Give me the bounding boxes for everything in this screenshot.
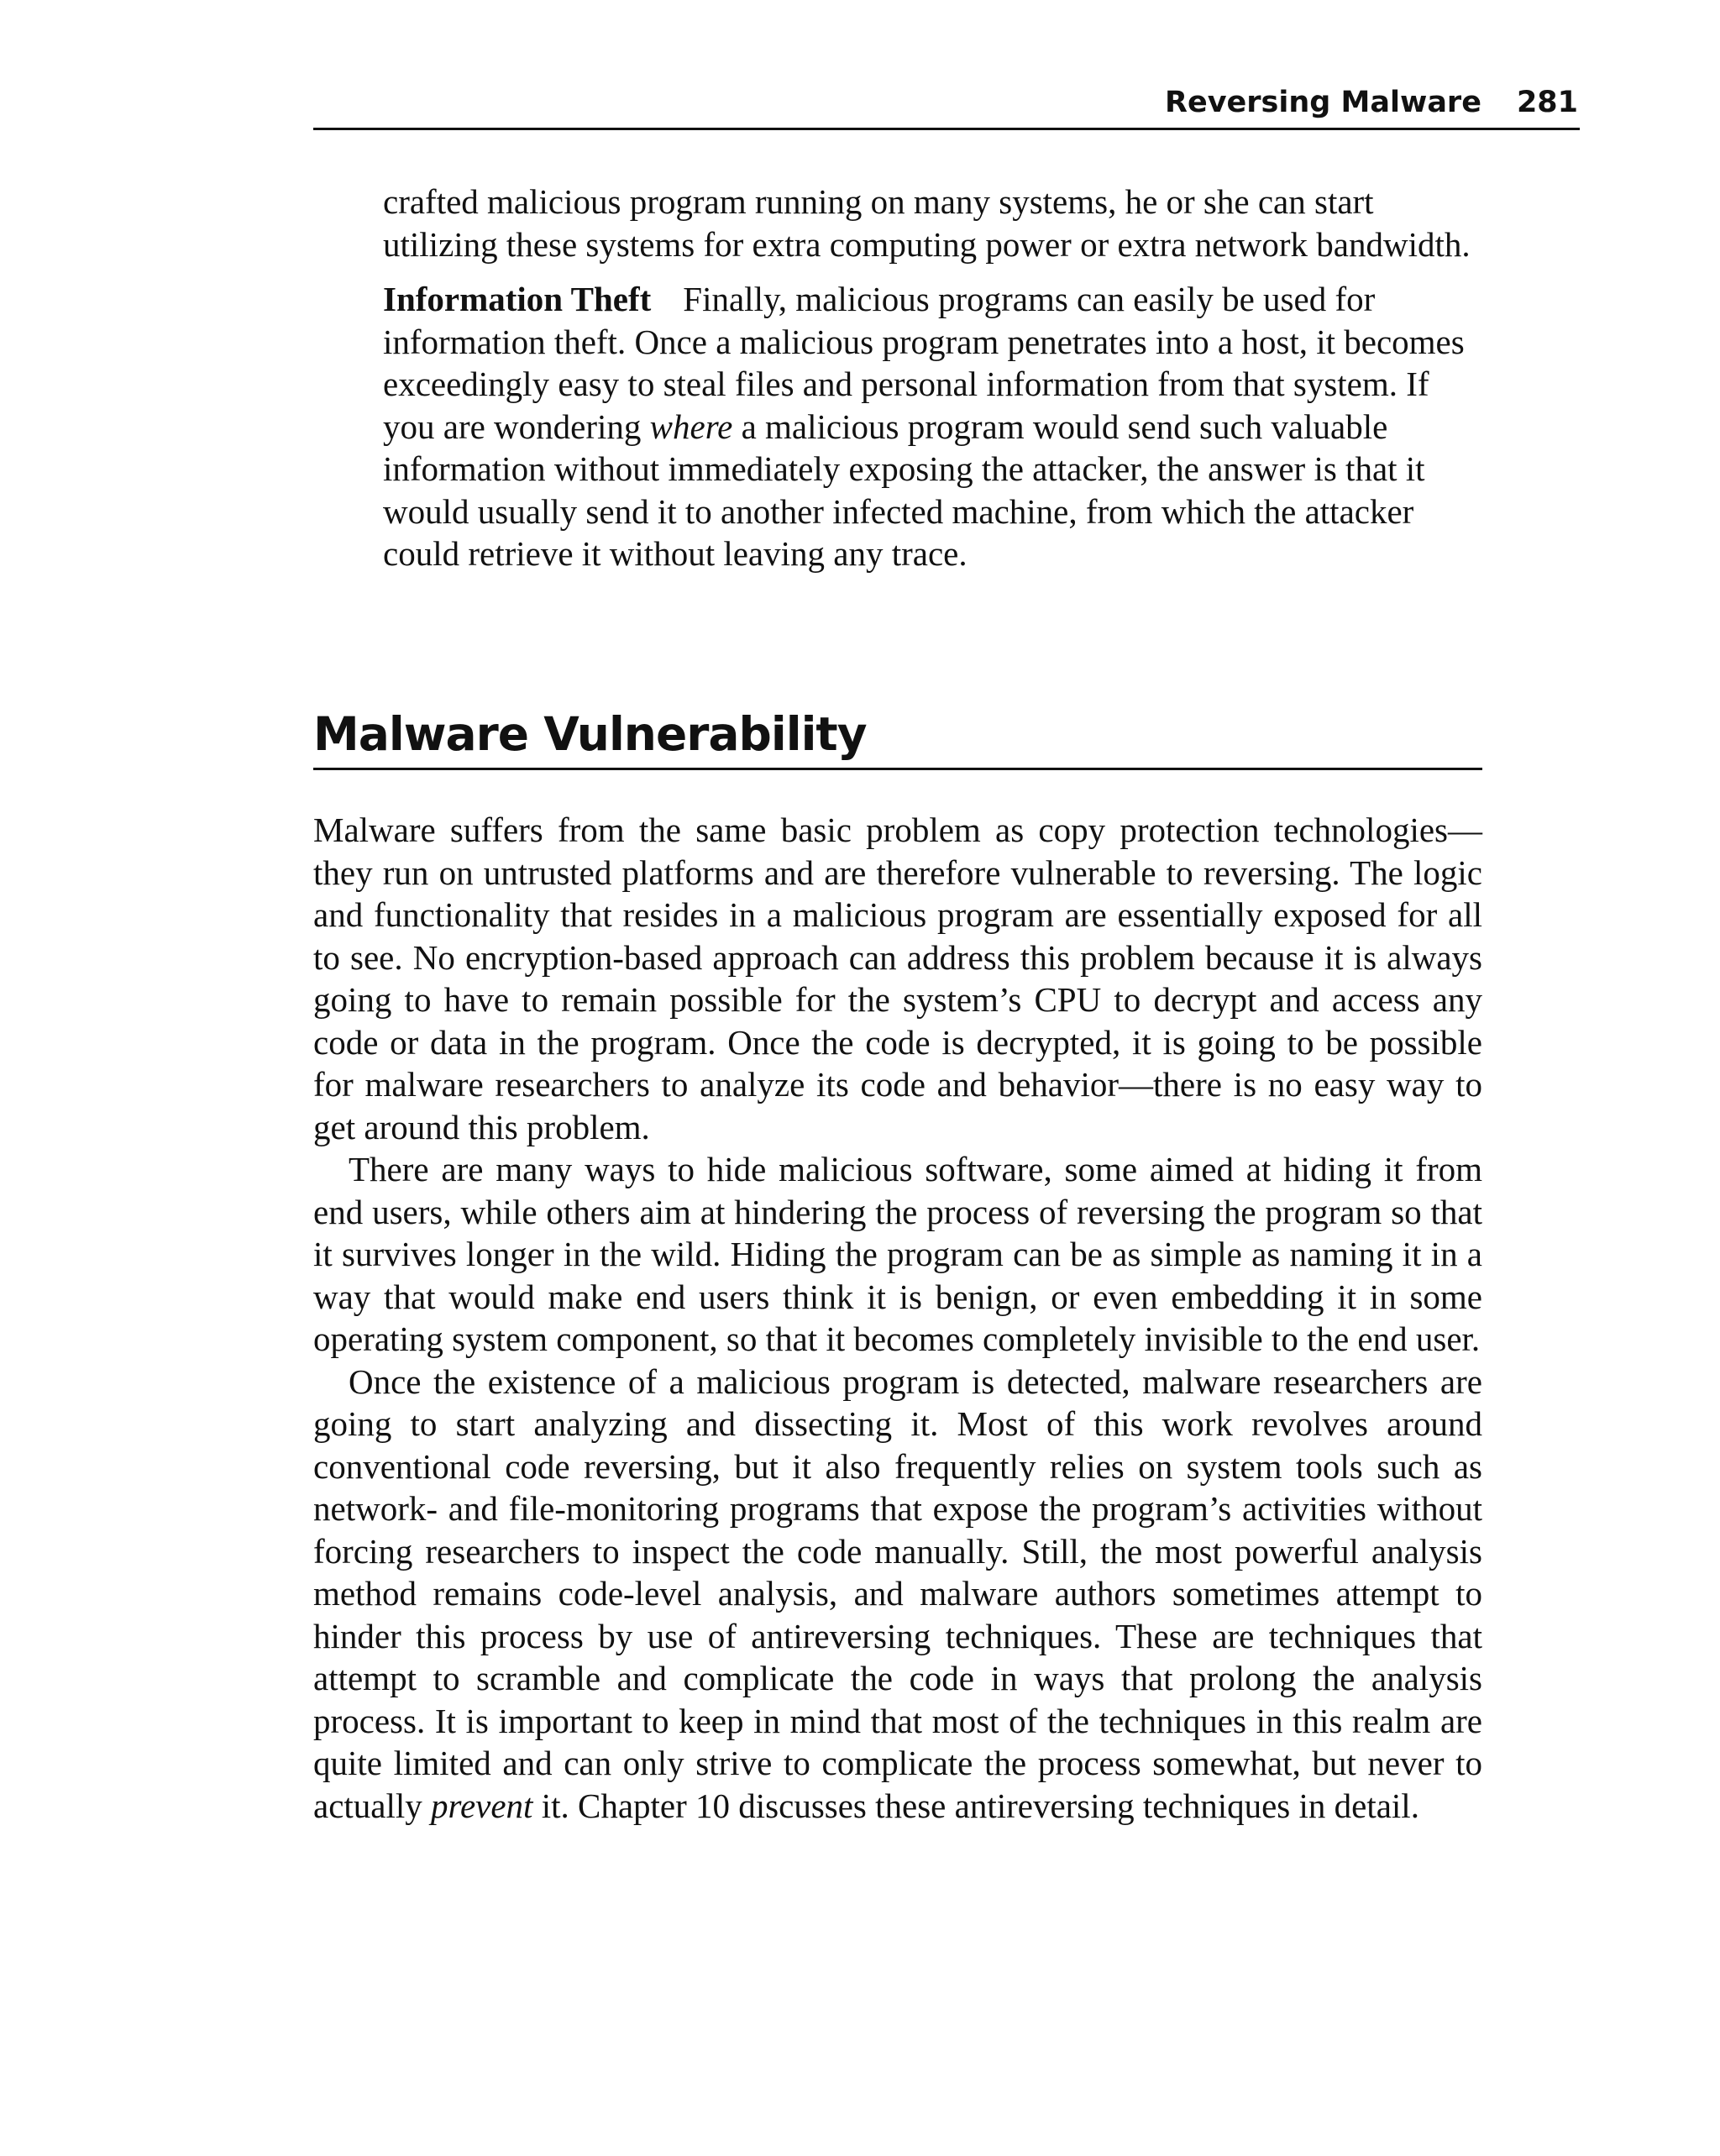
information-theft-text-2: a malicious program would send such valuable information without immediately exposing the attacker, the answer is that it would usually send it to another infected machine, from which the attacker could retrieve it without leaving any trace. xyxy=(383,407,1425,573)
page-number: 281 xyxy=(1516,86,1578,119)
running-header-title: Reversing Malware xyxy=(1165,86,1481,119)
running-header xyxy=(313,77,1580,130)
section-heading: Malware Vulnerability xyxy=(313,700,1482,770)
continued-list-block xyxy=(383,181,1475,575)
information-theft-text-1: Finally, malicious programs can easily be used for information theft. Once a malicious program penetrates into a host, it becomes exceedingly easy to steal files and personal information from that system. If you are wondering xyxy=(383,280,1465,446)
emphasis-where: where xyxy=(649,407,733,446)
body-paragraph-3-text-1: Once the existence of a malicious program is detected, malware researchers are going to start analyzing and dissecting it. Most of this work revolves around conventional code reversing, but it also frequently relies on system tools such as network- and file-monitoring programs that expose the program’s activities without forcing researchers to inspect the code manually. Still, the most powerful analysis method remains code-level analysis, and malware authors sometimes attempt to hinder this process by use of antireversing techniques. These are techniques that attempt to scramble and complicate the code in ways that prolong the analysis process. It is important to keep in mind that most of the techniques in this realm are quite limited and can only strive to complicate the process somewhat, but never to actually xyxy=(313,1361,1482,1825)
information-theft-heading: Information Theft xyxy=(383,280,652,318)
continued-paragraph: crafted malicious program running on many systems, he or she can start utilizing these systems for extra computing power or extra network bandwidth. xyxy=(383,182,1471,264)
body-paragraph-2: There are many ways to hide malicious software, some aimed at hiding it from end users, while others aim at hindering the process of reversing the program so that it survives longer in the wild. Hiding the program can be as simple as naming it in a way that would make end users think it is benign, or even embedding it in some operating system component, so that it becomes completely invisible to the end user. xyxy=(313,1150,1482,1358)
section-body xyxy=(313,809,1482,1827)
body-paragraph-3 xyxy=(313,1361,1482,1828)
emphasis-prevent: prevent xyxy=(431,1786,533,1825)
body-paragraph-3-text-2: it. Chapter 10 discusses these antireversing techniques in detail. xyxy=(532,1786,1419,1825)
body-paragraph-1: Malware suffers from the same basic problem as copy protection technologies—they run on untrusted platforms and are therefore vulnerable to reversing. The logic and functionality that resides in a malicious program are essentially exposed for all to see. No encryption-based approach can address this problem because it is always going to have to remain possible for the system’s CPU to decrypt and access any code or data in the program. Once the code is decrypted, it is going to be possible for malware researchers to analyze its code and behavior—there is no easy way to get around this problem. xyxy=(313,810,1482,1146)
information-theft-paragraph xyxy=(383,278,1475,575)
